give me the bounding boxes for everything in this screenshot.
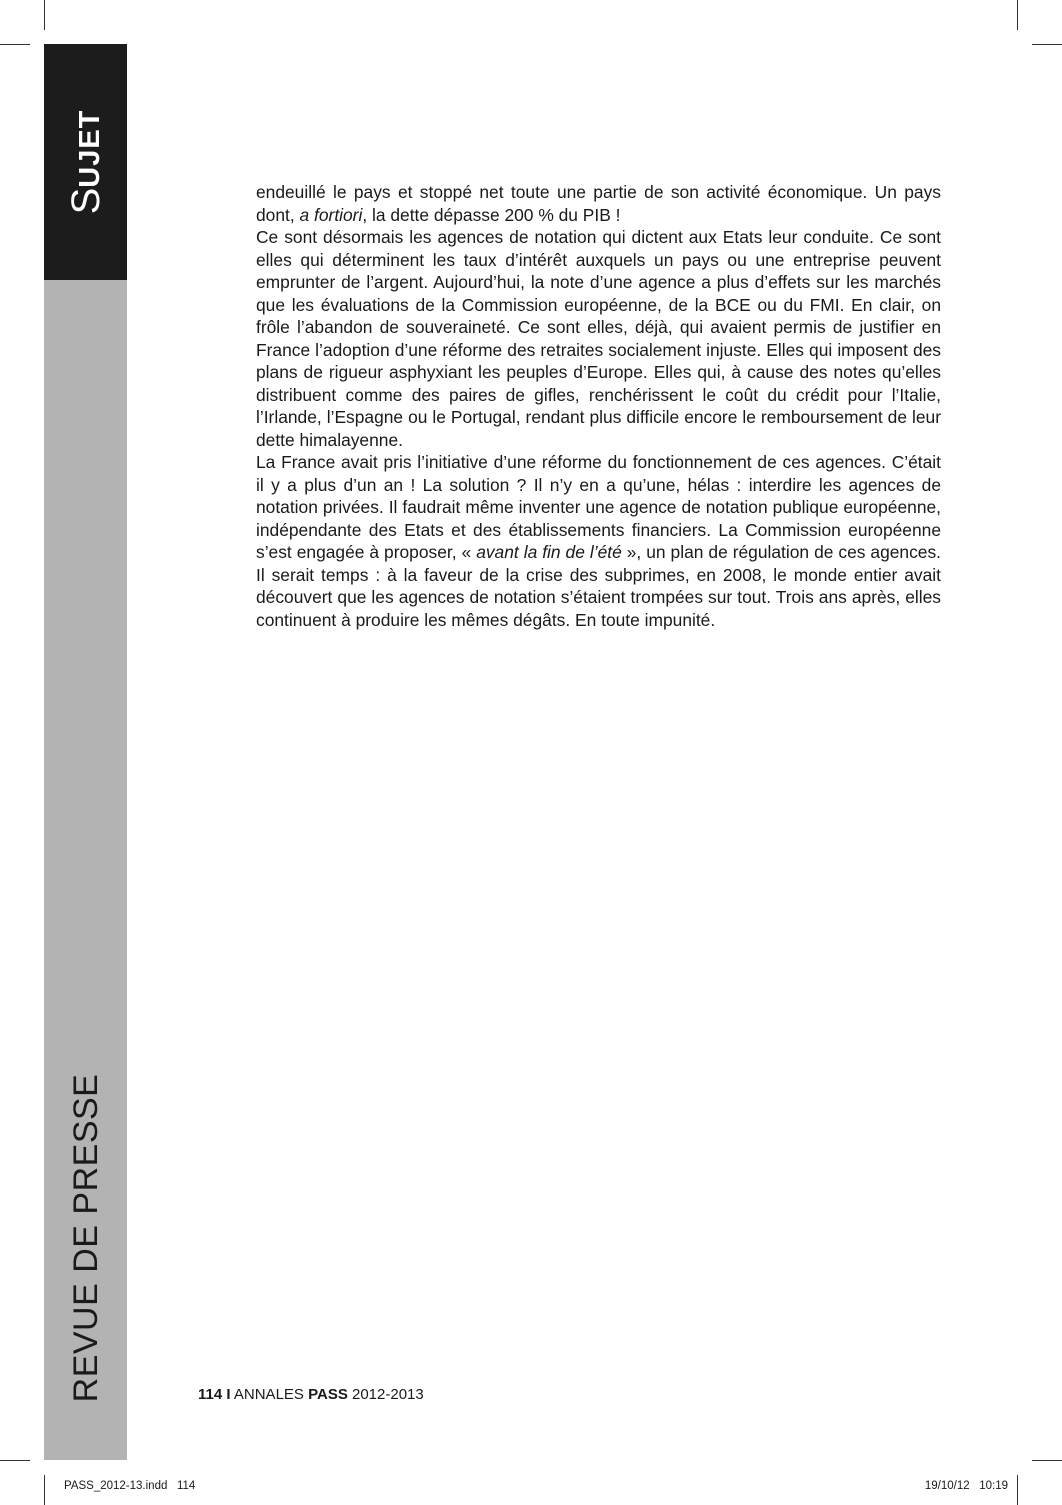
page-folio: [198, 1386, 424, 1403]
slug-file: PASS_2012-13.indd 114: [64, 1480, 196, 1492]
paragraph-1-emphasis: a fortiori: [299, 204, 363, 225]
folio-label: ANNALES: [233, 1386, 304, 1403]
paragraph-1-text-a: endeuillé le pays et stoppé net toute une partie de son activité économique. Un pays dont,: [256, 182, 941, 225]
sujet-label: [66, 110, 106, 215]
paragraph-3: [256, 451, 941, 631]
paragraph-3-text-a: La France avait pris l’initiative d’une réforme du fonctionnement de ces agences. C’était il y a plus d’un an ! La solution ? Il n’y en a qu’une, hélas : interdire les agences de notation privées. Il faudrait même inventer une agence de notation publique européenne, indépendante des Etats et des établissements financiers. La Commission européenne s’est engagée à proposer, «: [256, 452, 941, 562]
crop-mark-bottom-left-h: [0, 1460, 30, 1461]
crop-mark-bottom-left-v: [44, 1475, 45, 1505]
crop-mark-top-right-h: [1032, 44, 1062, 45]
paragraph-3-emphasis: avant la fin de l’été: [476, 542, 622, 562]
folio-separator: I: [226, 1386, 231, 1403]
page-number: 114: [198, 1386, 223, 1403]
sujet-label-cap: S: [64, 187, 108, 215]
crop-mark-top-right-v: [1017, 0, 1018, 30]
revue-de-presse-label: REVUE DE PRESSE: [67, 1073, 105, 1403]
paragraph-3-text-b: », un plan de régulation de ces agences. Il serait temps : à la faveur de la crise des subprimes, en 2008, le monde entier avait découvert que les agences de notation s’étaient trompées sur tout. Trois ans après, elles continuent à produire les mêmes dégâts. En toute impunité.: [256, 542, 941, 630]
crop-mark-top-left-h: [0, 44, 30, 45]
crop-mark-top-left-v: [44, 0, 45, 30]
crop-mark-bottom-right-v: [1017, 1475, 1018, 1505]
article-body: [256, 181, 941, 631]
folio-year: 2012-2013: [352, 1386, 424, 1403]
paragraph-1: [256, 181, 941, 226]
folio-brand: PASS: [308, 1386, 348, 1403]
crop-mark-bottom-right-h: [1032, 1460, 1062, 1461]
sujet-label-rest: UJET: [74, 109, 106, 188]
slug-datetime: 19/10/12 10:19: [924, 1480, 1008, 1492]
paragraph-1-text-b: , la dette dépasse 200 % du PIB !: [362, 204, 621, 225]
paragraph-2: Ce sont désormais les agences de notation qui dictent aux Etats leur conduite. Ce sont elles qui déterminent les taux d’intérêt auxquels un pays ou une entreprise peuvent emprunter de l’argent. Aujourd’hui, la note d’une agence a plus d’effets sur les marchés que les évaluations de la Commission européenne, de la BCE ou du FMI. En clair, on frôle l’abandon de souveraineté. Ce sont elles, déjà, qui avaient permis de justifier en France l’adoption d’une réforme des retraites socialement injuste. Elles qui imposent des plans de rigueur asphyxiant les peuples d’Europe. Elles qui, à cause des notes qu’elles distribuent comme des paires de gifles, renchérissent le coût du crédit pour l’Italie, l’Irlande, l’Espagne ou le Portugal, rendant plus difficile encore le remboursement de leur dette himalayenne.: [256, 227, 941, 450]
